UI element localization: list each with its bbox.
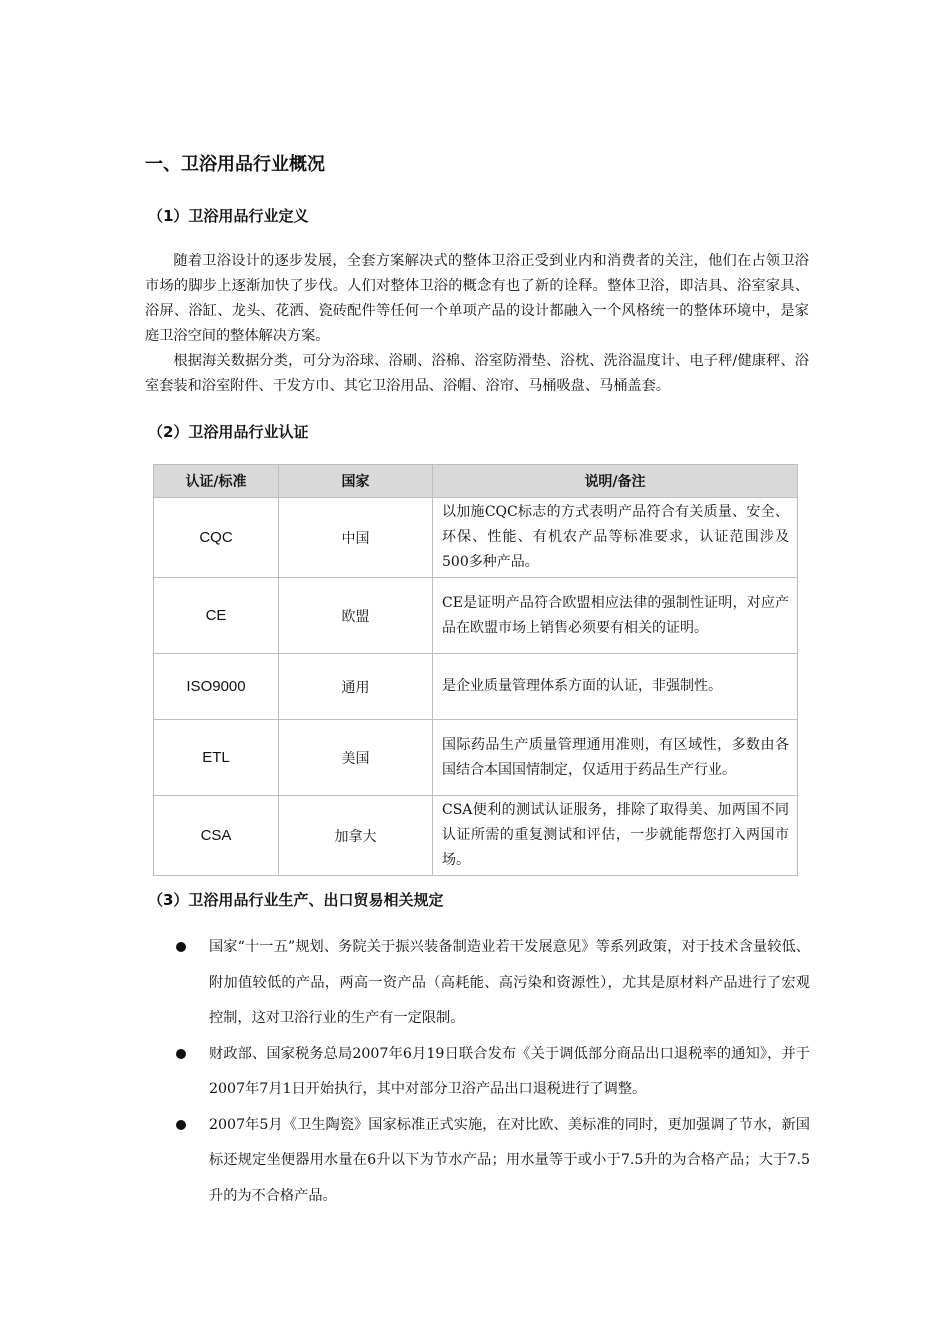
list-item-text: 财政部、国家税务总局2007年6月19日联合发布《关于调低部分商品出口退税率的通知》，并于2007年7月1日开始执行，其中对部分卫浴产品出口退税进行了调整。: [209, 1045, 810, 1097]
bullet-dot-icon: [176, 1049, 186, 1059]
list-item: [170, 1108, 810, 1215]
table-header-row: [154, 465, 798, 498]
cell-note: 以加施CQC标志的方式表明产品符合有关质量、安全、环保、性能、有机农产品等标准要求，认证范围涉及500多种产品。: [433, 498, 798, 578]
table-row: [154, 796, 798, 876]
header-country: 国家: [279, 465, 433, 498]
cell-standard: CQC: [154, 498, 279, 578]
table-row: [154, 498, 798, 578]
certification-table: [153, 464, 798, 876]
subsection-title-definition: （1）卫浴用品行业定义: [148, 207, 309, 225]
subsection-title-regulations: （3）卫浴用品行业生产、出口贸易相关规定: [148, 891, 444, 909]
paragraph-definition: 随着卫浴设计的逐步发展，全套方案解决式的整体卫浴正受到业内和消费者的关注，他们在占领卫浴市场的脚步上逐渐加快了步伐。人们对整体卫浴的概念有也了新的诠释。整体卫浴，即洁具、浴室家具、浴屏、浴缸、龙头、花洒、瓷砖配件等任何一个单项产品的设计都融入一个风格统一的整体环境中，是家庭卫浴空间的整体解决方案。: [145, 253, 809, 344]
header-note: 说明/备注: [433, 465, 798, 498]
table-row: [154, 578, 798, 654]
cell-country: 欧盟: [279, 578, 433, 654]
cell-country: 美国: [279, 720, 433, 796]
cell-standard: CSA: [154, 796, 279, 876]
bullet-dot-icon: [176, 942, 186, 952]
cell-note: CE是证明产品符合欧盟相应法律的强制性证明，对应产品在欧盟市场上销售必须要有相关的证明。: [433, 578, 798, 654]
cell-country: 加拿大: [279, 796, 433, 876]
list-item: [170, 1037, 810, 1108]
cell-country: 通用: [279, 654, 433, 720]
list-item-text: 国家“十一五”规划、务院关于振兴装备制造业若干发展意见》等系列政策，对于技术含量较低、附加值较低的产品，两高一资产品（高耗能、高污染和资源性），尤其是原材料产品进行了宏观控制，这对卫浴行业的生产有一定限制。: [209, 939, 810, 1026]
table-row: [154, 654, 798, 720]
paragraph-classification: 根据海关数据分类，可分为浴球、浴刷、浴棉、浴室防滑垫、浴枕、洗浴温度计、电子秤/健康秤、浴室套装和浴室附件、干发方巾、其它卫浴用品、浴帽、浴帘、马桶吸盘、马桶盖套。: [145, 353, 809, 394]
cell-standard: CE: [154, 578, 279, 654]
cell-standard: ISO9000: [154, 654, 279, 720]
header-standard: 认证/标准: [154, 465, 279, 498]
cell-note: 国际药品生产质量管理通用准则，有区域性，多数由各国结合本国国情制定，仅适用于药品生产行业。: [433, 720, 798, 796]
list-item: [170, 930, 810, 1037]
regulation-list: [170, 930, 810, 1214]
cell-note: 是企业质量管理体系方面的认证，非强制性。: [433, 654, 798, 720]
cell-note: CSA便利的测试认证服务，排除了取得美、加两国不同认证所需的重复测试和评估，一步就能帮您打入两国市场。: [433, 796, 798, 876]
list-item-text: 2007年5月《卫生陶瓷》国家标准正式实施，在对比欧、美标准的同时，更加强调了节水，新国标还规定坐便器用水量在6升以下为节水产品；用水量等于或小于7.5升的为合格产品；大于7.5升的为不合格产品。: [209, 1116, 810, 1204]
subsection-title-certification: （2）卫浴用品行业认证: [148, 423, 309, 441]
table-row: [154, 720, 798, 796]
bullet-dot-icon: [176, 1120, 186, 1130]
cell-country: 中国: [279, 498, 433, 578]
section-title: 一、卫浴用品行业概况: [145, 154, 325, 175]
cell-standard: ETL: [154, 720, 279, 796]
